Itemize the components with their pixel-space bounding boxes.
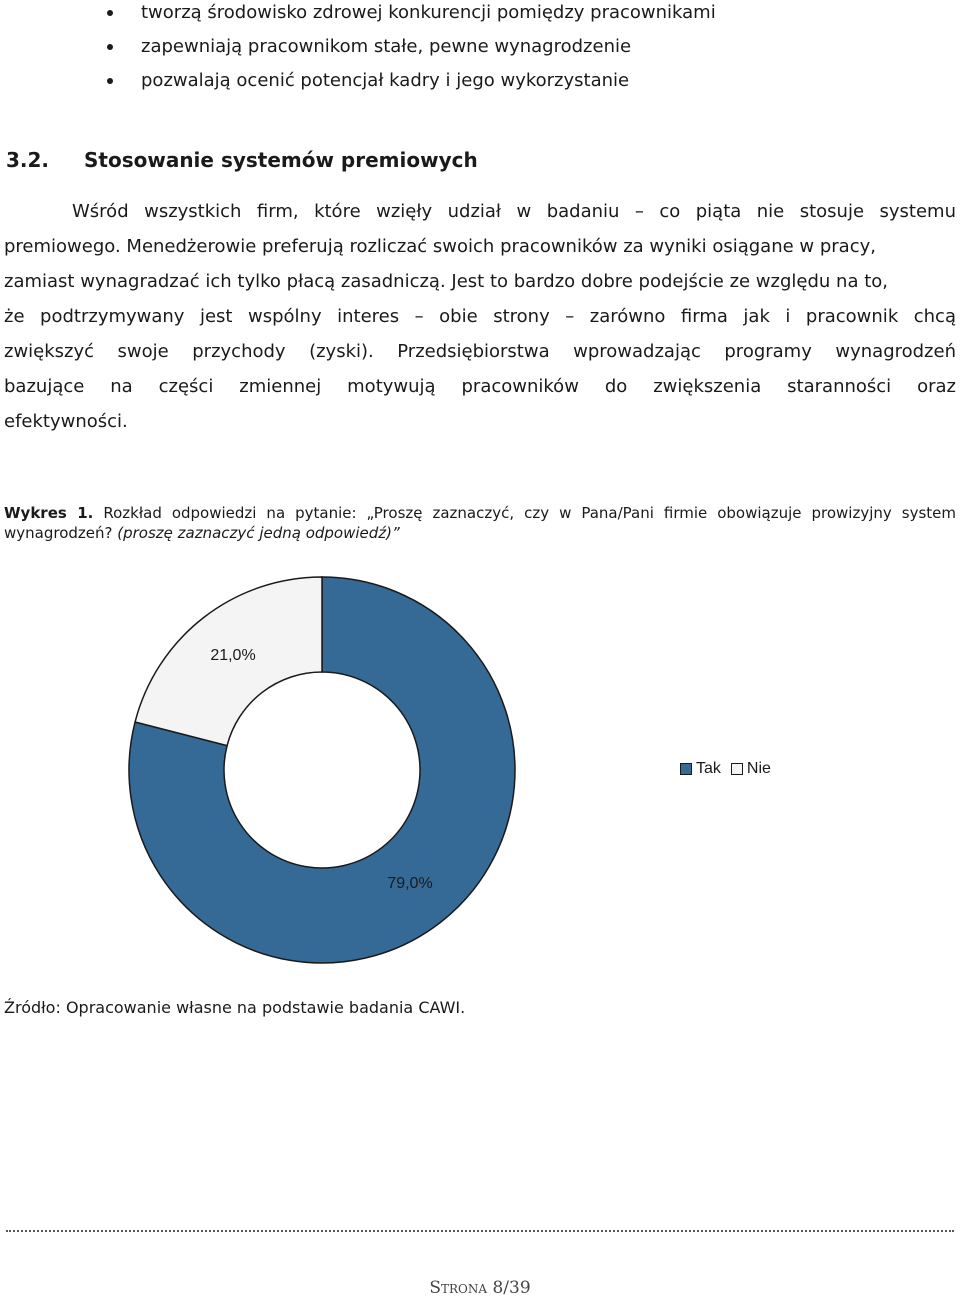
bullet-item-3: pozwalają ocenić potencjał kadry i jego wykorzystanie bbox=[141, 70, 630, 91]
source-note: Źródło: Opracowanie własne na podstawie badania CAWI. bbox=[4, 998, 466, 1017]
donut-chart bbox=[0, 560, 960, 980]
bullet-item-1: tworzą środowisko zdrowej konkurencji pomiędzy pracownikami bbox=[141, 2, 716, 23]
footer-page-word: Strona bbox=[429, 1278, 488, 1298]
figure-label: Wykres 1. bbox=[4, 504, 94, 522]
figure-caption-continued: wynagrodzeń? bbox=[4, 524, 113, 542]
legend-swatch-icon bbox=[731, 763, 743, 775]
data-label-nie: 21,0% bbox=[210, 647, 256, 664]
bullet-item-2: zapewniają pracownikom stałe, pewne wynagrodzenie bbox=[141, 36, 632, 57]
data-label-tak: 79,0% bbox=[387, 875, 433, 892]
legend-item-tak bbox=[680, 760, 721, 778]
paragraph-line: bazujące na części zmiennej motywują pracowników do zwiększenia staranności oraz bbox=[4, 376, 956, 397]
legend-label: Tak bbox=[696, 760, 721, 777]
bullet-dot-icon bbox=[107, 44, 113, 50]
legend-item-nie bbox=[731, 760, 771, 778]
paragraph-line: Wśród wszystkich firm, które wzięły udział w badaniu – co piąta nie stosuje systemu bbox=[72, 201, 956, 222]
chart-slices bbox=[129, 577, 515, 963]
bullet-dot-icon bbox=[107, 78, 113, 84]
bullet-dot-icon bbox=[107, 10, 113, 16]
paragraph-line: że podtrzymywany jest wspólny interes – obie strony – zarówno firma jak i pracownik chcą bbox=[4, 306, 956, 327]
section-number: 3.2. bbox=[6, 148, 50, 172]
paragraph-line: premiowego. Menedżerowie preferują rozliczać swoich pracowników za wyniki osiągane w pracy, bbox=[4, 236, 876, 257]
footer-divider bbox=[6, 1230, 954, 1232]
figure-caption-close-quote: ” bbox=[392, 524, 400, 542]
section-title: Stosowanie systemów premiowych bbox=[84, 148, 478, 172]
figure-caption-text: Rozkład odpowiedzi na pytanie: „Proszę zaznaczyć, czy w Pana/Pani firmie obowiązuje prowizyjny system bbox=[103, 504, 956, 522]
section-heading bbox=[6, 148, 478, 172]
figure-caption-line-2 bbox=[4, 523, 956, 543]
figure-caption-note: (proszę zaznaczyć jedną odpowiedź) bbox=[117, 524, 393, 542]
chart-legend bbox=[680, 760, 777, 778]
page-footer bbox=[0, 1278, 960, 1298]
paragraph-line: zamiast wynagradzać ich tylko płacą zasadniczą. Jest to bardzo dobre podejście ze względu na to, bbox=[4, 271, 888, 292]
paragraph-line: efektywności. bbox=[4, 411, 128, 432]
paragraph-line: zwiększyć swoje przychody (zyski). Przedsiębiorstwa wprowadzając programy wynagrodzeń bbox=[4, 341, 956, 362]
footer-page-number: 8/39 bbox=[492, 1278, 531, 1298]
legend-label: Nie bbox=[746, 760, 771, 777]
figure-caption-line-1 bbox=[4, 503, 956, 523]
legend-swatch-icon bbox=[680, 763, 692, 775]
